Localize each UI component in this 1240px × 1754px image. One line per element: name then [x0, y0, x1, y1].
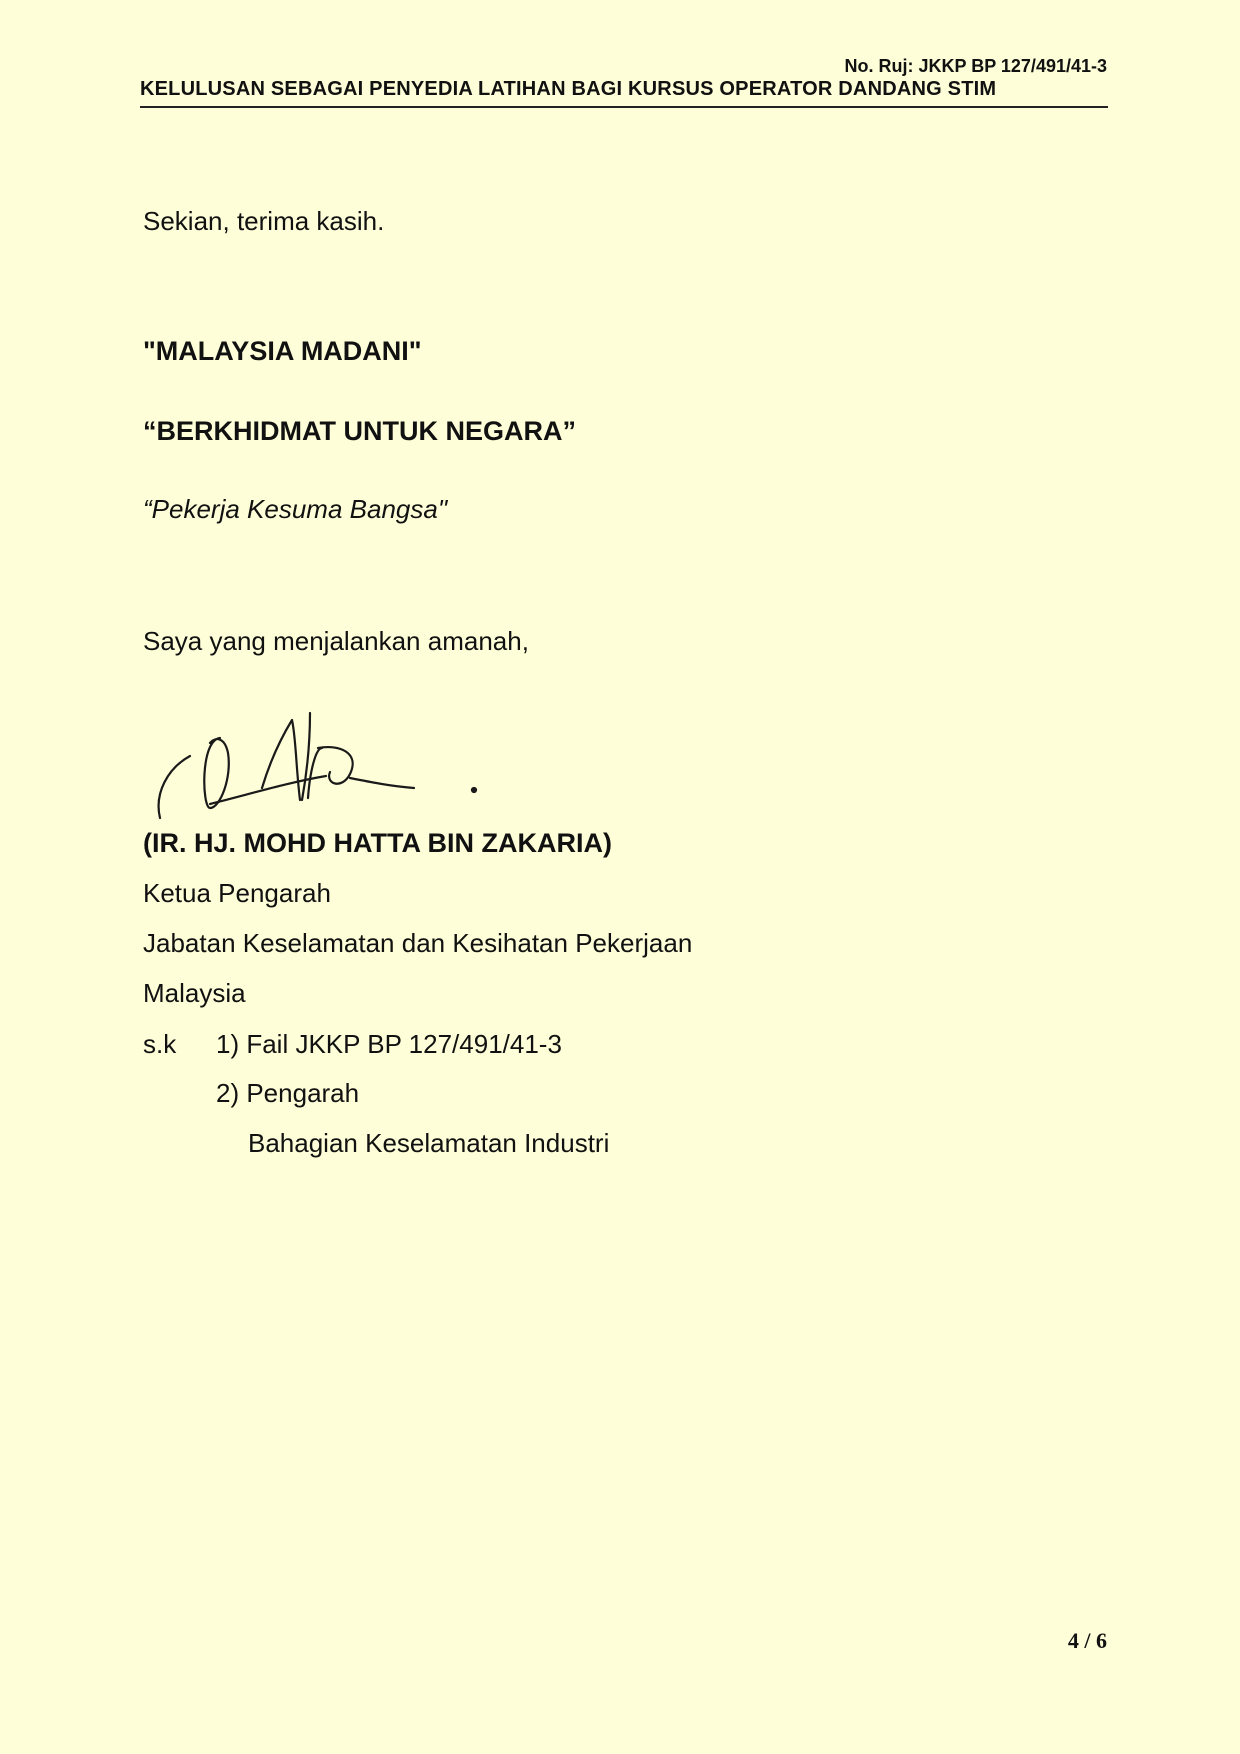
- department-country: Malaysia: [143, 978, 246, 1008]
- department-name: Jabatan Keselamatan dan Kesihatan Pekerjaan: [143, 928, 693, 958]
- slogan-berkhidmat: “BERKHIDMAT UNTUK NEGARA”: [143, 416, 576, 446]
- signatory-name: (IR. HJ. MOHD HATTA BIN ZAKARIA): [143, 828, 612, 858]
- closing-line: Sekian, terima kasih.: [143, 206, 385, 236]
- cc-item: Bahagian Keselamatan Industri: [248, 1128, 610, 1158]
- cc-label: s.k: [143, 1029, 177, 1059]
- slogan-pekerja: “Pekerja Kesuma Bangsa": [143, 494, 448, 524]
- document-title: KELULUSAN SEBAGAI PENYEDIA LATIHAN BAGI KURSUS OPERATOR DANDANG STIM: [140, 78, 997, 100]
- trust-line: Saya yang menjalankan amanah,: [143, 626, 529, 656]
- handwritten-signature: [150, 708, 490, 828]
- slogan-malaysia-madani: "MALAYSIA MADANI": [143, 336, 422, 366]
- page-number: 4 / 6: [1067, 1628, 1107, 1653]
- header-divider: [140, 106, 1108, 108]
- cc-item: 2) Pengarah: [216, 1078, 360, 1108]
- signatory-position: Ketua Pengarah: [143, 878, 331, 908]
- cc-item: 1) Fail JKKP BP 127/491/41-3: [216, 1029, 562, 1059]
- reference-number: No. Ruj: JKKP BP 127/491/41-3: [844, 56, 1107, 76]
